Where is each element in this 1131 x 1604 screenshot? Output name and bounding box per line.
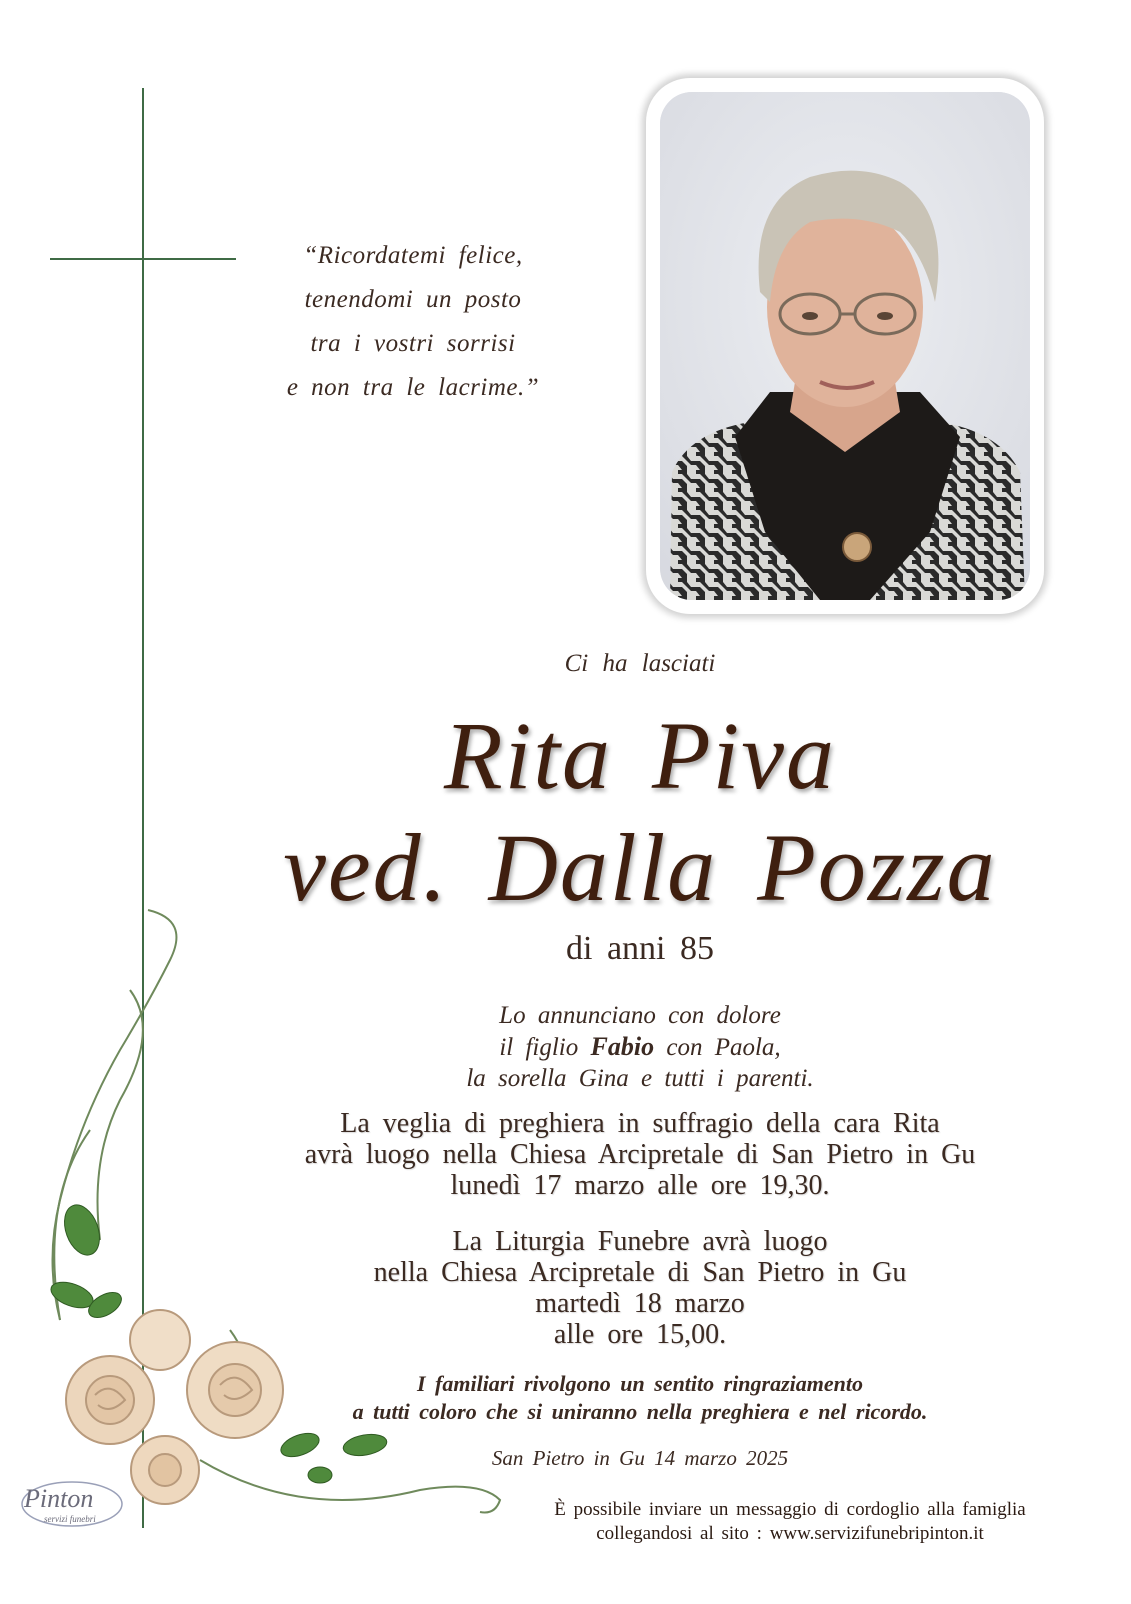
quote-line: “Ricordatemi felice,	[303, 242, 523, 269]
deceased-name: Rita Piva	[444, 702, 836, 809]
vigil-line: lunedì 17 marzo alle ore 19,30.	[450, 1170, 830, 1201]
intro-text: Ci ha lasciati	[564, 650, 716, 677]
footer-line: È possibile inviare un messaggio di cordoglio alla famiglia	[554, 1499, 1026, 1520]
quote-line: tra i vostri sorrisi	[310, 330, 516, 357]
notice-date: San Pietro in Gu 14 marzo 2025	[491, 1446, 789, 1470]
announce-text: con Paola,	[666, 1034, 781, 1061]
announce-line: Lo annunciano con dolore	[499, 1002, 781, 1029]
deceased-married-name: ved. Dalla Pozza	[283, 814, 997, 921]
vigil-line: La veglia di preghiera in suffragio della cara Rita	[340, 1108, 940, 1139]
thanks-line: I familiari rivolgono un sentito ringraziamento	[416, 1371, 864, 1396]
thanks-line: a tutti coloro che si uniranno nella preghiera e nel ricordo.	[352, 1399, 928, 1424]
deceased-age: di anni 85	[566, 930, 714, 967]
funeral-line: nella Chiesa Arcipretale di San Pietro in Gu	[373, 1257, 907, 1288]
footer-line: collegandosi al sito : www.servizifunebripinton.it	[596, 1523, 984, 1544]
memorial-quote	[268, 234, 558, 410]
quote-line: e non tra le lacrime.”	[286, 374, 540, 401]
logo-name: Pinton	[24, 1484, 94, 1513]
funeral-line: martedì 18 marzo	[535, 1288, 745, 1319]
announce-text: il figlio	[499, 1034, 579, 1061]
vigil-line: avrà luogo nella Chiesa Arcipretale di San Pietro in Gu	[304, 1139, 976, 1170]
quote-line: tenendomi un posto	[304, 286, 522, 313]
condolence-info	[510, 1498, 1070, 1546]
son-name: Fabio	[590, 1032, 655, 1061]
funeral-line: alle ore 15,00.	[553, 1319, 727, 1350]
cross-horizontal	[50, 258, 236, 260]
portrait-frame	[646, 78, 1044, 614]
logo-subtitle: servizi funebri	[44, 1514, 96, 1524]
funeral-line: La Liturgia Funebre avrà luogo	[452, 1226, 828, 1257]
portrait-photo	[660, 92, 1030, 600]
announce-line: la sorella Gina e tutti i parenti.	[466, 1065, 814, 1092]
